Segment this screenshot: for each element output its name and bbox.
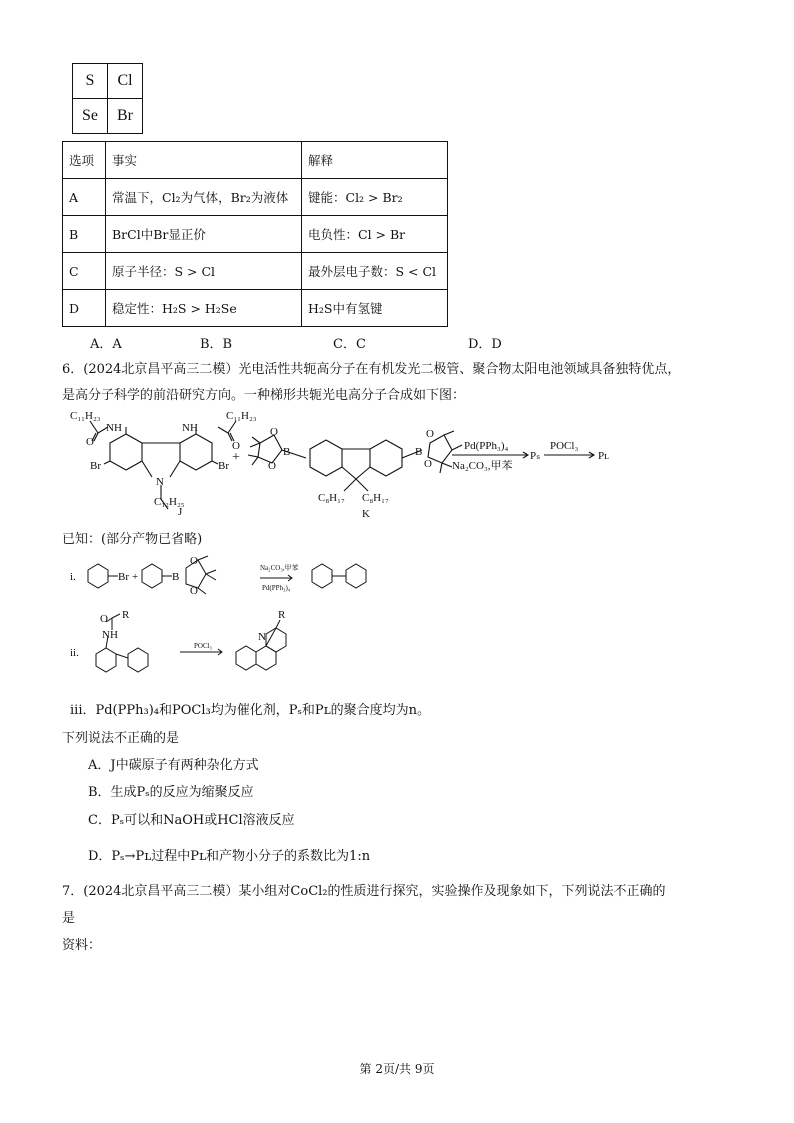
q6-question: 下列说法不正确的是 [62,731,180,746]
k-label: K [362,508,370,520]
plus-sign: + [132,571,139,583]
nh-label: NH [106,422,122,434]
ii-label: ii. [70,647,79,659]
table-row [63,253,448,290]
table-row [63,290,448,327]
table-header: 解释 [302,142,448,179]
c11h23-label: C₁₁H₂₃ [70,410,101,422]
bromine-label: Br [90,460,101,472]
table-header: 事实 [106,142,302,179]
bromine-label: Br [218,460,229,472]
nh-label: NH [182,422,198,434]
oxygen-label: O [190,585,198,597]
j-label: J [178,506,183,518]
q6-intro-line2: 是高分子科学的前沿研究方向。一种梯形共轭光电高分子合成如下图： [62,388,466,403]
known-iii: iii．Pd(PPh₃)₄和POCl₃均为催化剂，Pₛ和Pʟ的聚合度均为n。 [70,703,431,718]
q6-choice-a[interactable]: A．J中碳原子有两种杂化方式 [88,758,259,773]
oxygen-label: O [190,555,198,567]
options-table [62,141,448,327]
periodic-table-fragment [72,63,143,134]
table-cell: BrCl中Br显正价 [106,216,302,253]
table-cell: 常温下，Cl₂为气体，Br₂为液体 [106,179,302,216]
choice-b[interactable]: B．B [200,337,233,352]
oxygen-label: O [270,426,278,438]
q7-line2: 是 [62,911,76,926]
nh-label: NH [102,629,118,641]
q7-materials-label: 资料： [62,938,102,953]
nitrogen-label: N [156,476,164,488]
known-reaction-i [60,550,410,606]
bromine-label: Br [118,571,129,583]
element-cell: Cl [108,64,143,99]
known-label: 已知：(部分产物已省略) [62,532,203,547]
oxygen-label: O [268,460,276,472]
q6-intro-line1: 6．(2024北京昌平高三二模）光电活性共轭高分子在有机发光二极管、聚合物太阳电池领域具备独特优点， [62,362,681,377]
choice-d[interactable]: D．D [468,337,502,352]
table-row [63,216,448,253]
table-cell: B [63,216,106,253]
condition-bottom: Na₂CO₃,甲苯 [452,460,513,472]
choice-a[interactable]: A．A [90,337,122,352]
oxygen-label: O [100,613,108,625]
element-cell: Br [108,99,143,134]
oxygen-label: O [232,440,240,452]
i-label: i. [70,571,76,583]
table-cell: 电负性：Cl > Br [302,216,448,253]
boron-label: B [172,571,180,583]
table-header: 选项 [63,142,106,179]
oxygen-label: O [86,436,94,448]
element-cell: S [73,64,108,99]
q6-choice-b[interactable]: B．生成Pₛ的反应为缩聚反应 [88,785,254,800]
table-row [63,179,448,216]
table-cell: H₂S中有氢键 [302,290,448,327]
table-cell: 最外层电子数：S < Cl [302,253,448,290]
element-cell: Se [73,99,108,134]
choice-c[interactable]: C．C [333,337,366,352]
pocl3-label: POCl₃ [194,642,213,650]
oxygen-label: O [424,458,432,470]
table-cell: 键能：Cl₂ > Br₂ [302,179,448,216]
table-cell: C [63,253,106,290]
table-cell: A [63,179,106,216]
reaction-scheme [60,405,700,523]
pocl3-label: POCl₃ [550,440,579,452]
condition-top: Na₂CO₃,甲苯 [260,564,299,572]
table-cell: D [63,290,106,327]
pl-label: Pʟ [598,450,609,462]
boron-label: B [283,446,291,458]
condition-top: Pd(PPh₃)₄ [464,440,509,452]
r-label: R [278,609,286,621]
plus-sign: + [232,450,240,465]
table-cell: 原子半径：S > Cl [106,253,302,290]
q6-choice-c[interactable]: C．Pₛ可以和NaOH或HCl溶液反应 [88,813,295,828]
table-header-row [63,142,448,179]
c12h25-label: C₁₂H₂₅ [154,496,185,508]
c8h17-label: C₈H₁₇ [362,492,389,504]
boron-label: B [415,446,423,458]
table-cell: 稳定性：H₂S > H₂Se [106,290,302,327]
q6-choice-d[interactable]: D．Pₛ→Pʟ过程中Pʟ和产物小分子的系数比为1:n [88,849,371,864]
known-reaction-ii [60,608,350,694]
c8h17-label: C₈H₁₇ [318,492,345,504]
condition-bottom: Pd(PPh₃)₄ [262,584,291,592]
nitrogen-label: N [258,631,266,643]
r-label: R [122,609,130,621]
c11h23-label: C₁₁H₂₃ [226,410,257,422]
oxygen-label: O [426,428,434,440]
page-footer: 第 2页/共 9页 [359,1062,435,1076]
ps-label: Pₛ [530,450,541,462]
q7-line1: 7．(2024北京昌平高三二模）某小组对CoCl₂的性质进行探究，实验操作及现象如下，下列说法不正确的 [62,884,666,899]
